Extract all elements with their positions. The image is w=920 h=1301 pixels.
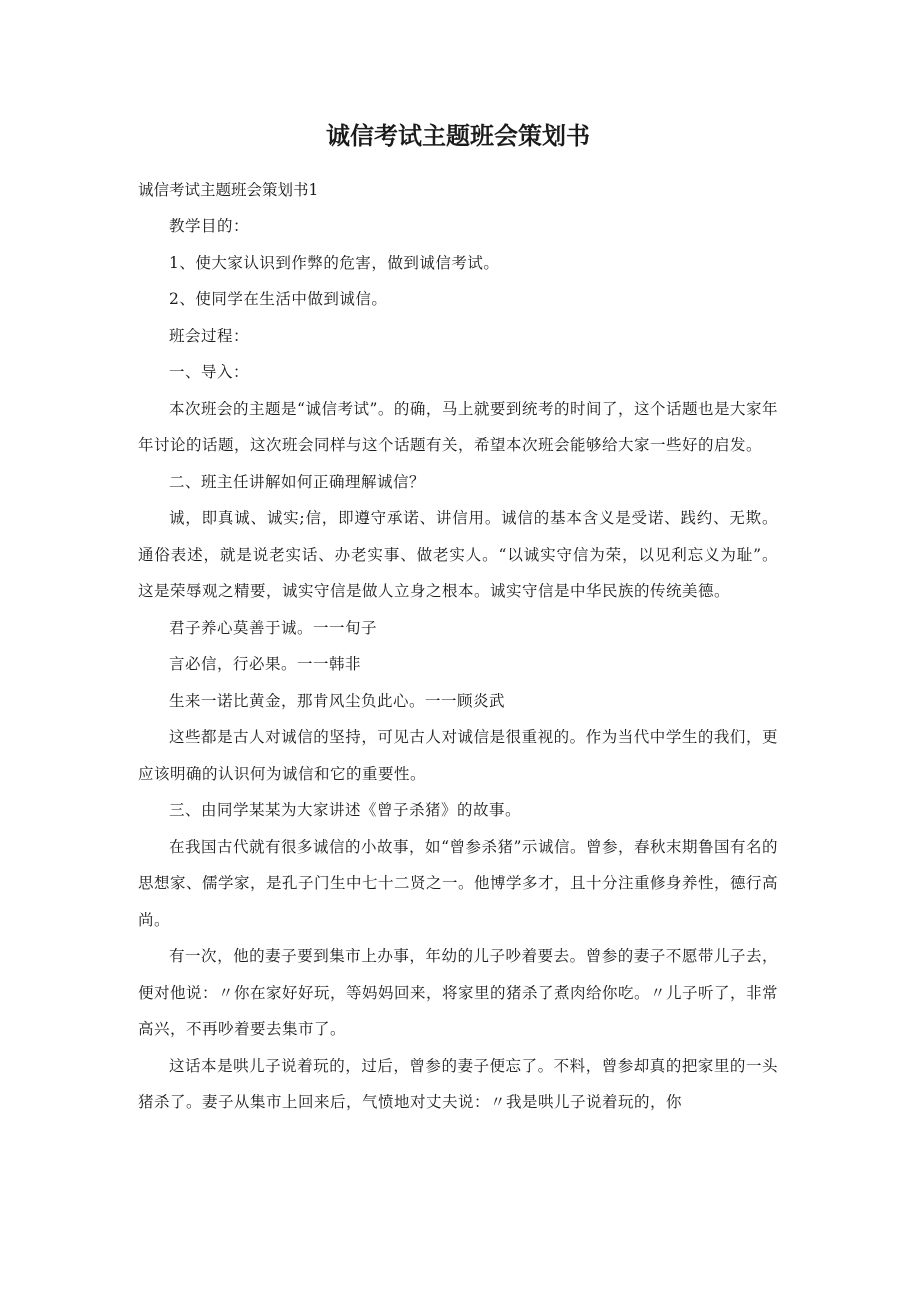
paragraph-section-3-heading: 三、由同学某某为大家讲述《曾子杀猪》的故事。 <box>169 801 522 819</box>
paragraph-objective-1: 1、使大家认识到作弊的危害，做到诚信考试。 <box>169 253 500 272</box>
paragraph-objective-2: 2、使同学在生活中做到诚信。 <box>169 290 388 308</box>
paragraph-story-part-1: 有一次，他的妻子要到集市上办事，年幼的儿子吵着要去。曾参的妻子不愿带儿子去，便对他说：〃你在家好好玩，等妈妈回来，将家里的猪杀了煮肉给你吃。〃儿子听了，非常高兴，不再吵着要去集市了。 <box>138 947 779 1038</box>
paragraph-section-1-heading: 一、导入： <box>169 363 250 381</box>
paragraph-quote-1: 君子养心莫善于诚。一一旬子 <box>169 618 378 637</box>
paragraph-intro: 本次班会的主题是“诚信考试”。的确，马上就要到统考的时间了，这个话题也是大家年年讨论的话题，这次班会同样与这个话题有关，希望本次班会能够给大家一些好的启发。 <box>138 399 778 454</box>
paragraph-quote-2: 言必信，行必果。一一韩非 <box>169 655 362 673</box>
document-page <box>138 118 778 1121</box>
document-subtitle: 诚信考试主题班会策划书1 <box>138 181 319 199</box>
paragraph-quotes-summary: 这些都是古人对诚信的坚持，可见古人对诚信是很重视的。作为当代中学生的我们，更应该明确的认识何为诚信和它的重要性。 <box>138 728 778 783</box>
paragraph-quote-3: 生来一诺比黄金，那肯风尘负此心。一一顾炎武 <box>169 691 506 710</box>
paragraph-story-intro: 在我国古代就有很多诚信的小故事，如“曾参杀猪”示诚信。曾参，春秋末期鲁国有名的思想家、儒学家，是孔子门生中七十二贤之一。他博学多才，且十分注重修身养性，德行高尚。 <box>138 837 779 929</box>
paragraph-section-2-heading: 二、班主任讲解如何正确理解诚信？ <box>169 472 426 491</box>
paragraph-objective-heading: 教学目的： <box>169 217 250 235</box>
paragraph-integrity-definition: 诚，即真诚、诚实;信，即遵守承诺、讲信用。诚信的基本含义是受诺、践约、无欺。通俗表述，就是说老实话、办老实事、做老实人。“以诚实守信为荣，以见利忘义为耻”。这是荣辱观之精要，诚实守信是做人立身之根本。诚实守信是中华民族的传统美德。 <box>138 509 778 600</box>
paragraph-process-heading: 班会过程： <box>169 326 250 345</box>
paragraph-story-part-2: 这话本是哄儿子说着玩的，过后，曾参的妻子便忘了。不料，曾参却真的把家里的一头猪杀了。妻子从集市上回来后，气愤地对丈夫说：〃我是哄儿子说着玩的，你 <box>138 1056 778 1111</box>
document-title: 诚信考试主题班会策划书 <box>326 122 590 150</box>
